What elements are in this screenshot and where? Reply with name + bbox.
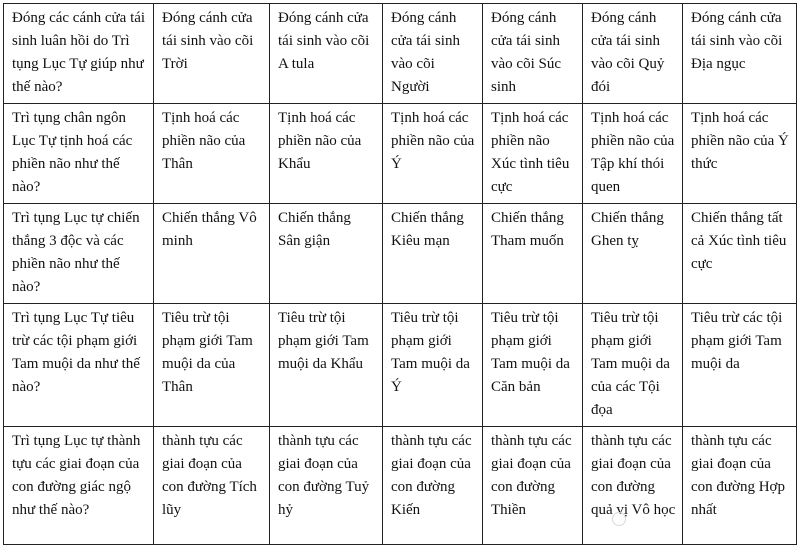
six-syllable-mantra-table	[3, 3, 797, 545]
table-cell: thành tựu các giai đoạn của con đường quả vị Vô học	[583, 427, 683, 545]
table-cell: Đóng cánh cửa tái sinh vào cõi Trời	[154, 4, 270, 104]
table-cell: Đóng cánh cửa tái sinh vào cõi Người	[383, 4, 483, 104]
table-cell: Tiêu trừ tội phạm giới Tam muội da của Thân	[154, 304, 270, 427]
table-cell: Chiến thắng Ghen tỵ	[583, 204, 683, 304]
watermark-circle	[612, 512, 626, 526]
table-row	[4, 304, 797, 427]
table-cell: Tịnh hoá các phiền não của Ý	[383, 104, 483, 204]
row-question: Trì tụng Lục Tự tiêu trừ các tội phạm giới Tam muội da như thế nào?	[4, 304, 154, 427]
table-cell: Tịnh hoá các phiền não của Thân	[154, 104, 270, 204]
table-cell: thành tựu các giai đoạn của con đường Tuỷ hỷ	[270, 427, 383, 545]
table-cell: Tiêu trừ tội phạm giới Tam muội da Căn bản	[483, 304, 583, 427]
table-cell: Tịnh hoá các phiền não của Khẩu	[270, 104, 383, 204]
table-cell: Chiến thắng Tham muốn	[483, 204, 583, 304]
row-question: Trì tụng chân ngôn Lục Tự tịnh hoá các phiền não như thế nào?	[4, 104, 154, 204]
table-cell: Đóng cánh cửa tái sinh vào cõi Quỷ đói	[583, 4, 683, 104]
table-cell: Chiến thắng tất cả Xúc tình tiêu cực	[683, 204, 797, 304]
table-cell: Đóng cánh cửa tái sinh vào cõi Súc sinh	[483, 4, 583, 104]
table-cell: thành tựu các giai đoạn của con đường Tích lũy	[154, 427, 270, 545]
table-cell: Đóng cánh cửa tái sinh vào cõi Địa ngục	[683, 4, 797, 104]
table-row	[4, 4, 797, 104]
table-row	[4, 104, 797, 204]
table-row	[4, 427, 797, 545]
row-question: Trì tụng Lục tự thành tựu các giai đoạn của con đường giác ngộ như thế nào?	[4, 427, 154, 545]
table-cell: Tiêu trừ tội phạm giới Tam muội da Khẩu	[270, 304, 383, 427]
table-cell: thành tựu các giai đoạn của con đường Kiến	[383, 427, 483, 545]
table-cell: Tiêu trừ các tội phạm giới Tam muội da	[683, 304, 797, 427]
table-cell: Đóng cánh cửa tái sinh vào cõi A tula	[270, 4, 383, 104]
table-cell: Tịnh hoá các phiền não của Ý thức	[683, 104, 797, 204]
table-cell: Tịnh hoá các phiền não của Tập khí thói quen	[583, 104, 683, 204]
table-cell: Tiêu trừ tội phạm giới Tam muội da Ý	[383, 304, 483, 427]
table-cell: Chiến thắng Sân giận	[270, 204, 383, 304]
table-cell: thành tựu các giai đoạn của con đường Hợp nhất	[683, 427, 797, 545]
table-cell: thành tựu các giai đoạn của con đường Thiền	[483, 427, 583, 545]
table-cell: Tịnh hoá các phiền não Xúc tình tiêu cực	[483, 104, 583, 204]
table-cell: Chiến thắng Vô minh	[154, 204, 270, 304]
table-cell: Tiêu trừ tội phạm giới Tam muội da của các Tội đọa	[583, 304, 683, 427]
row-question: Trì tụng Lục tự chiến thắng 3 độc và các phiền não như thế nào?	[4, 204, 154, 304]
row-question: Đóng các cánh cửa tái sinh luân hồi do Trì tụng Lục Tự giúp như thế nào?	[4, 4, 154, 104]
table-cell: Chiến thắng Kiêu mạn	[383, 204, 483, 304]
table-row	[4, 204, 797, 304]
